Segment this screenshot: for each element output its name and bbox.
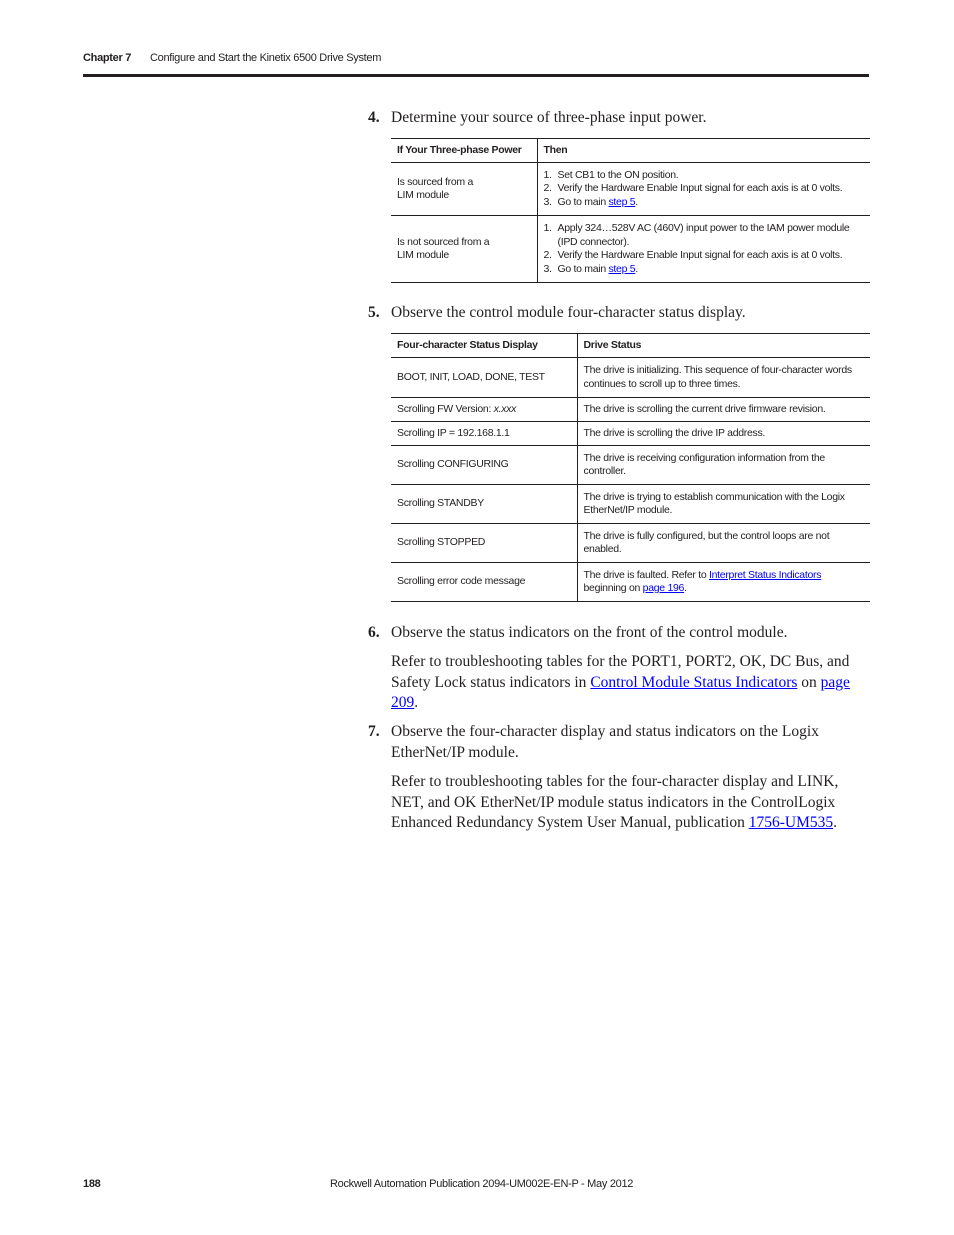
interpret-status-indicators-link[interactable]: Interpret Status Indicators	[709, 568, 822, 581]
step-number: 4.	[368, 109, 380, 126]
list-item: 1. Apply 324…528V AC (460V) input power to the IAM power module (IPD connector).	[543, 222, 850, 248]
status-display-table	[391, 333, 870, 602]
table-header-row	[391, 139, 870, 163]
table-row	[391, 163, 870, 216]
page-209-link[interactable]: page 209	[391, 673, 850, 711]
condition-cell: Is sourced from a LIM module	[391, 163, 537, 216]
display-cell: Scrolling STANDBY	[391, 485, 577, 524]
step-4	[368, 108, 868, 129]
chapter-title: Configure and Start the Kinetix 6500 Drive System	[150, 52, 382, 64]
table-row	[391, 563, 870, 602]
table-row	[391, 398, 870, 422]
step-text: Observe the control module four-character status display.	[391, 304, 746, 321]
step-7-paragraph: Refer to troubleshooting tables for the four-character display and LINK, NET, and OK EtherNet/IP module status indicators in the ControlLogix Enhanced Redundancy System User Manual, publication 1756-UM535.	[391, 773, 839, 831]
step-text: Determine your source of three-phase input power.	[391, 109, 707, 126]
step-number: 5.	[368, 304, 380, 321]
status-cell: The drive is fully configured, but the control loops are not enabled.	[577, 524, 870, 563]
chapter-label: Chapter 7	[83, 52, 132, 64]
power-source-table	[391, 138, 870, 283]
display-cell: Scrolling IP = 192.168.1.1	[391, 422, 577, 446]
step-5-link[interactable]: step 5	[608, 195, 636, 208]
display-cell: Scrolling FW Version: x.xxx	[391, 398, 577, 422]
publication-info: Rockwell Automation Publication 2094-UM002E-EN-P - May 2012	[330, 1178, 634, 1190]
publication-1756-um535-link[interactable]: 1756-UM535	[748, 814, 834, 831]
control-module-status-indicators-link[interactable]: Control Module Status Indicators	[590, 673, 798, 691]
display-cell: BOOT, INIT, LOAD, DONE, TEST	[391, 358, 577, 398]
display-cell: Scrolling STOPPED	[391, 524, 577, 563]
list-item: 2. Verify the Hardware Enable Input signal for each axis is at 0 volts.	[543, 182, 843, 195]
step-text: Observe the status indicators on the front of the control module.	[391, 624, 788, 641]
display-cell: Scrolling error code message	[391, 563, 577, 602]
list-item: 3. Go to main step 5.	[543, 262, 638, 275]
status-cell: The drive is receiving configuration information from the controller.	[577, 446, 870, 485]
table-row	[391, 524, 870, 563]
table-row	[391, 422, 870, 446]
step-7	[368, 722, 868, 763]
step-6	[368, 623, 868, 644]
display-cell: Scrolling CONFIGURING	[391, 446, 577, 485]
status-cell: The drive is initializing. This sequence of four-character words continues to scroll up to three times.	[577, 358, 870, 398]
table-row	[391, 446, 870, 485]
page-196-link[interactable]: page 196	[642, 582, 685, 594]
column-header: Drive Status	[577, 334, 870, 358]
list-item: 1. Set CB1 to the ON position.	[543, 168, 679, 181]
step-5	[368, 303, 868, 324]
column-header: If Your Three-phase Power	[391, 139, 537, 163]
status-cell: The drive is trying to establish communication with the Logix EtherNet/IP module.	[577, 485, 870, 524]
header-rule	[83, 74, 869, 77]
table-row	[391, 216, 870, 283]
status-cell: The drive is faulted. Refer to Interpret Status Indicators beginning on page 196.	[577, 563, 870, 602]
action-cell	[537, 163, 870, 216]
table-row	[391, 358, 870, 398]
list-item: 2. Verify the Hardware Enable Input signal for each axis is at 0 volts.	[543, 249, 843, 261]
action-cell	[537, 216, 870, 283]
column-header: Four-character Status Display	[391, 334, 577, 358]
page-number: 188	[83, 1178, 101, 1190]
table-row	[391, 485, 870, 524]
list-item: 3. Go to main step 5.	[543, 195, 638, 208]
status-cell: The drive is scrolling the drive IP address.	[577, 422, 870, 446]
step-number: 6.	[368, 624, 380, 641]
step-text: Observe the four-character display and status indicators on the Logix EtherNet/IP module.	[391, 723, 819, 761]
status-cell: The drive is scrolling the current drive firmware revision.	[577, 398, 870, 422]
step-5-link[interactable]: step 5	[608, 262, 636, 275]
column-header: Then	[537, 139, 870, 163]
step-number: 7.	[368, 723, 380, 740]
step-6-paragraph: Refer to troubleshooting tables for the PORT1, PORT2, OK, DC Bus, and Safety Lock status indicators in Control Module Status Indicators on page 209.	[391, 653, 850, 711]
condition-cell: Is not sourced from a LIM module	[391, 216, 537, 283]
table-header-row	[391, 334, 870, 358]
